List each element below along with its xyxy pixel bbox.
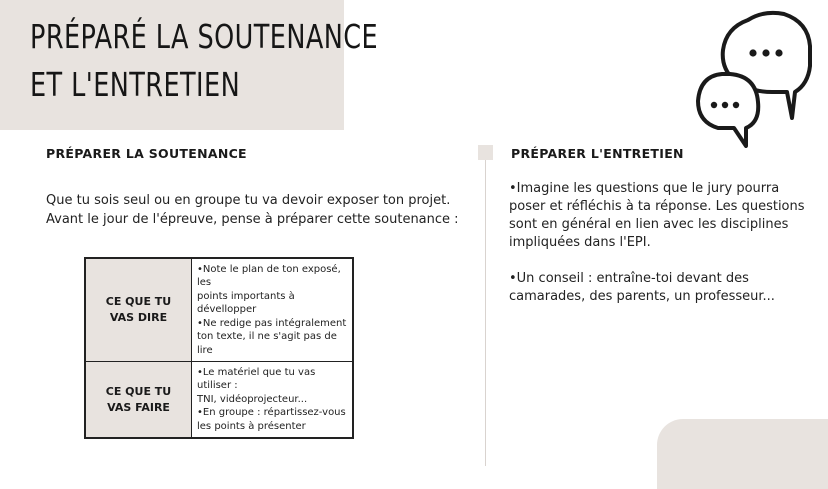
table-row	[85, 258, 353, 362]
table-body-line: TNI, vidéoprojecteur...	[197, 393, 308, 405]
table-body-line: •Note le plan de ton exposé, les	[197, 263, 341, 289]
table-row	[85, 362, 353, 438]
table-body-line: ton texte, il ne s'agit pas de lire	[197, 331, 337, 356]
divider-marker	[478, 145, 493, 160]
table-body-cell	[192, 258, 354, 362]
page-title-line2: ET L'ENTRETIEN	[30, 65, 241, 104]
soutenance-intro-line1: Que tu sois seul ou en groupe tu va devoir exposer ton projet.	[46, 193, 451, 208]
table-body-cell	[192, 362, 354, 438]
entretien-heading: PRÉPARER L'ENTRETIEN	[511, 146, 684, 161]
table-head-cell	[85, 258, 192, 362]
table-head-line: VAS FAIRE	[107, 400, 170, 414]
table-body-line: •Le matériel que tu vas utiliser :	[197, 366, 316, 392]
table-head-cell	[85, 362, 192, 438]
decorative-corner-block	[657, 419, 828, 489]
table-head-line: CE QUE TU	[105, 384, 172, 398]
title-block	[0, 0, 379, 130]
table-head-line: VAS DIRE	[109, 311, 168, 325]
soutenance-intro	[46, 191, 459, 229]
table-body-line: points importants à	[197, 290, 295, 302]
entretien-paragraph: •Imagine les questions que le jury pourra poser et réfléchis à ta réponse. Les questions sont en général en lien avec les disciplines impliquées dans l'EPI.	[509, 181, 805, 250]
table-body-line: •En groupe : répartissez-vous	[197, 407, 346, 419]
soutenance-heading: PRÉPARER LA SOUTENANCE	[46, 146, 247, 161]
page-title-line1: PRÉPARÉ LA SOUTENANCE	[30, 17, 379, 56]
table-body-line: •Ne redige pas intégralement	[197, 317, 347, 329]
entretien-paragraph: •Un conseil : entraîne-toi devant des camarades, des parents, un professeur...	[509, 271, 775, 304]
page-title	[30, 13, 378, 109]
soutenance-intro-line2: Avant le jour de l'épreuve, pense à préparer cette soutenance :	[46, 212, 459, 227]
column-divider	[485, 152, 486, 466]
table-body-line: les points à présenter	[197, 420, 306, 432]
soutenance-table	[84, 257, 354, 439]
entretien-body	[509, 180, 809, 306]
table-head-line: CE QUE TU	[105, 295, 172, 309]
table-body-line: dévellopper	[197, 304, 257, 316]
chat-bubbles-icon	[692, 6, 812, 148]
